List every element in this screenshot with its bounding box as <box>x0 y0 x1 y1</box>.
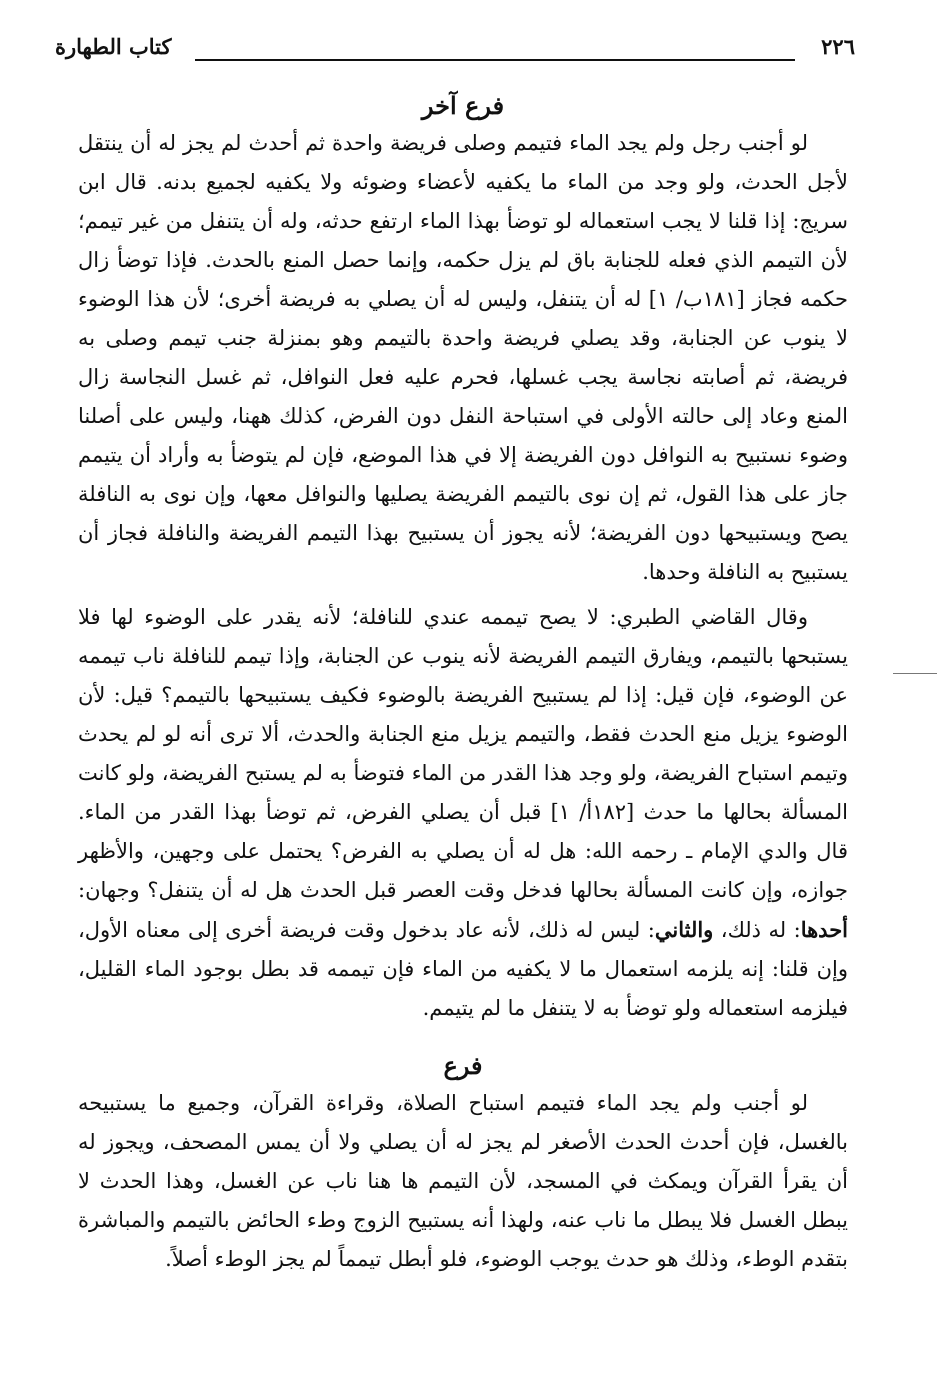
paragraph <box>78 598 848 1028</box>
section-title: فرع <box>443 1051 483 1080</box>
page-number: ٢٢٦ <box>821 34 855 59</box>
header-rule <box>195 59 795 61</box>
paragraph-text: : له ذلك، <box>713 918 801 942</box>
running-header <box>55 32 855 72</box>
term-wal-thani: والثاني <box>654 917 714 942</box>
term-ahaduhuma: أحدها <box>800 917 849 942</box>
section-far <box>78 1048 848 1279</box>
margin-mark <box>893 673 937 674</box>
paragraph: لو أجنب ولم يجد الماء فتيمم استباح الصلاة، وقراءة القرآن، وجميع ما يستبيحه بالغسل، فإن أحدث الحدث الأصغر لم يجز له أن يصلي ولا أن يمس المصحف، ويجوز له أن يقرأ القرآن ويمكث في المسجد، لأن التيمم ها هنا ناب عن الغسل، وهذا الحدث لا يبطل الغسل فلا يبطل ما ناب عنه، ولهذا أنه يستبيح الزوج وطء الحائض بالتيمم والمباشرة بتقدم الوطء، وذلك هو حدث يوجب الوضوء، فلو أبطل تيمماً لم يجز الوطء أصلاً. <box>78 1091 848 1271</box>
book-title: كتاب الطهارة <box>55 34 172 59</box>
paragraph: لو أجنب رجل ولم يجد الماء فتيمم وصلى فريضة واحدة ثم أحدث لم يجز له أن ينتقل لأجل الحدث، ولو وجد من الماء ما يكفيه لأعضاء وضوئه ولا يكفيه لجميع بدنه. قال ابن سريج: إذا قلنا لا يجب استعماله لو توضأ بهذا الماء ارتفع حدثه، وله أن يتنفل من غير تيمم؛ لأن التيمم الذي فعله للجنابة باق لم يزل حكمه، وإنما حصل المنع بالحدث. فإذا توضأ زال حكمه فجاز [١٨١ب/ ١] له أن يتنفل، وليس له أن يصلي به فريضة أخرى؛ لأن هذا الوضوء لا ينوب عن الجنابة، وقد يصلي فريضة واحدة بالتيمم وهو بمنزلة جنب تيمم وصلى به فريضة، ثم أصابته نجاسة يجب غسلها، فحرم عليه فعل النوافل، ثم غسل النجاسة زال المنع وعاد إلى حالته الأولى في استباحة النفل دون الفرض، كذلك ههنا، وليس على أصلنا وضوء نستبيح به النوافل دون الفريضة إلا في هذا الموضع، فإن لم يتوضأ به وأراد أن يتيمم جاز على هذا القول، ثم إن نوى بالتيمم الفريضة يصليها والنوافل معها، وإن نوى به النافلة يصح ويستبيحها دون الفريضة؛ لأنه يجوز أن يستبيح بهذا التيمم الفريضة والنافلة فجاز أن يستبيح به النافلة وحدها. <box>78 131 848 584</box>
section-title: فرع آخر <box>421 91 505 120</box>
paragraph-text: وقال القاضي الطبري: لا يصح تيممه عندي للنافلة؛ لأنه يقدر على الوضوء لها فلا يستبحها بالتيمم، ويفارق التيمم الفريضة لأنه ينوب عن الجنابة، وإذا تيمم للنافلة ناب تيممه عن الوضوء، فإن قيل: إذا لم يستبيح الفريضة بالوضوء فكيف يستبيحها بالتيمم؟ قيل: لأن الوضوء يزيل منع الحدث فقط، والتيمم يزيل منع الجنابة والحدث، ألا ترى أنه لو لم يحدث وتيمم استباح الفريضة، ولو وجد هذا القدر من الماء فتوضأ به لم يستبح الفريضة، ولو كانت المسألة بحالها ما حدث [١٨٢أ/ ١] قبل أن يصلي الفرض، ثم توضأ بهذا القدر من الماء. قال والدي الإمام ـ رحمه الله: هل له أن يصلي به الفرض؟ يحتمل على وجهين، والأظهر جوازه، وإن كانت المسألة بحالها فدخل وقت العصر قبل الحدث هل له أن يتنفل؟ وجهان: <box>78 605 848 902</box>
section-far-akhar <box>78 88 848 1028</box>
paragraph-text: : ليس له ذلك، لأنه عاد بدخول وقت فريضة أخرى إلى معناه الأول، وإن قلنا: إنه يلزمه استعمال ما لا يكفيه من الماء فإن تيممه قد بطل بوجود الماء القليل، فيلزمه استعماله ولو توضأ به لا يتنفل ما لم يتيمم. <box>78 918 848 1020</box>
